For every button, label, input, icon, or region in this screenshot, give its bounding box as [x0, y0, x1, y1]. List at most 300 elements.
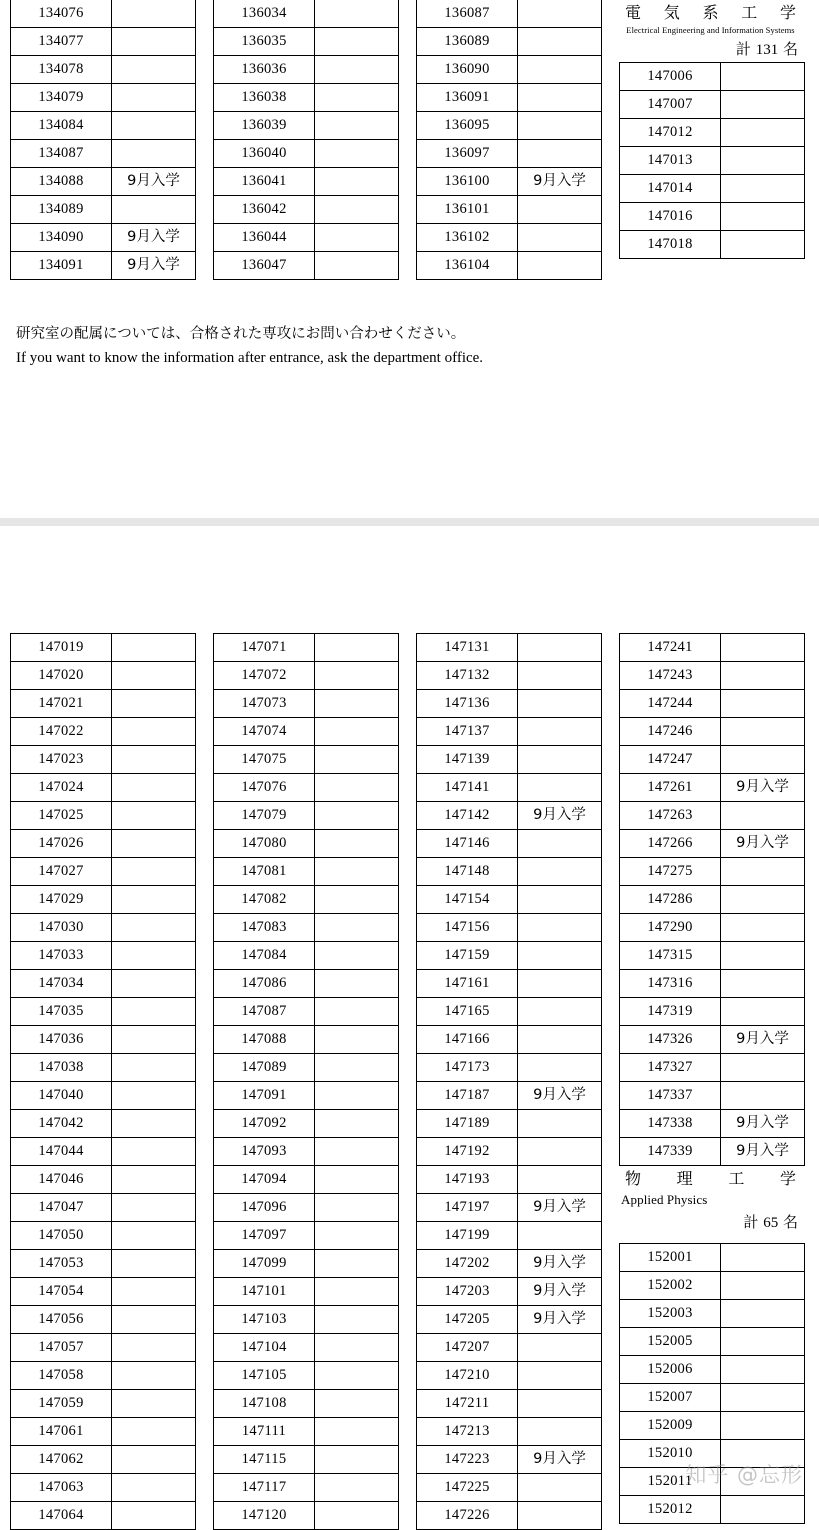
- table-row: [620, 942, 805, 970]
- enrollment-note-cell: 9月入学: [721, 1138, 805, 1166]
- table-row: [11, 914, 196, 942]
- page-two-column-1: [0, 633, 203, 1530]
- table-body: [620, 63, 805, 259]
- enrollment-note-cell: [112, 1026, 196, 1054]
- table-row: [11, 1138, 196, 1166]
- count-value: 65: [763, 1215, 779, 1231]
- department-name-char: 理: [676, 1169, 693, 1188]
- table-row: [417, 84, 602, 112]
- applicant-number-cell: 147131: [417, 634, 518, 662]
- applicant-number-cell: 147319: [620, 998, 721, 1026]
- enrollment-note-cell: [518, 886, 602, 914]
- page-two-column-4: [609, 633, 812, 1530]
- department-name-ja: [619, 0, 802, 24]
- applicant-number-cell: 147210: [417, 1362, 518, 1390]
- enrollment-note-cell: [518, 942, 602, 970]
- enrollment-note-cell: [315, 1054, 399, 1082]
- applicant-table: [416, 0, 602, 280]
- applicant-number-cell: 147012: [620, 119, 721, 147]
- department-name-char: 学: [779, 3, 796, 22]
- enrollment-note-cell: [518, 858, 602, 886]
- table-body: [214, 634, 399, 1530]
- applicant-number-cell: 134079: [11, 84, 112, 112]
- applicant-number-cell: 147275: [620, 858, 721, 886]
- enrollment-note-cell: [112, 858, 196, 886]
- enrollment-note-cell: 9月入学: [518, 1082, 602, 1110]
- applicant-number-cell: 147092: [214, 1110, 315, 1138]
- enrollment-note-cell: [721, 1356, 805, 1384]
- enrollment-note-cell: [518, 690, 602, 718]
- applicant-number-cell: 134076: [11, 0, 112, 28]
- applicant-number-cell: 134077: [11, 28, 112, 56]
- department-name-en: Electrical Engineering and Information Systems: [626, 25, 795, 35]
- applicant-table: [10, 633, 196, 1530]
- table-row: [620, 998, 805, 1026]
- enrollment-note-cell: [315, 746, 399, 774]
- enrollment-note-cell: [112, 112, 196, 140]
- enrollment-note-cell: [721, 970, 805, 998]
- enrollment-note-cell: [721, 690, 805, 718]
- department-name-char: 工: [741, 3, 758, 22]
- enrollment-note-cell: [315, 1502, 399, 1530]
- table-row: [214, 168, 399, 196]
- enrollment-note-cell: [315, 1194, 399, 1222]
- table-row: [620, 802, 805, 830]
- enrollment-note-cell: [315, 56, 399, 84]
- table-row: [214, 252, 399, 280]
- table-row: [11, 718, 196, 746]
- enrollment-note-cell: [315, 970, 399, 998]
- enrollment-note-cell: [518, 84, 602, 112]
- enrollment-note-cell: [721, 91, 805, 119]
- applicant-number-cell: 147006: [620, 63, 721, 91]
- applicant-number-cell: 152010: [620, 1440, 721, 1468]
- applicant-number-cell: 136091: [417, 84, 518, 112]
- table-row: [417, 914, 602, 942]
- applicant-number-cell: 147023: [11, 746, 112, 774]
- enrollment-note-cell: [112, 746, 196, 774]
- applicant-number-cell: 147193: [417, 1166, 518, 1194]
- applicant-number-cell: 147117: [214, 1474, 315, 1502]
- enrollment-note-cell: [518, 1110, 602, 1138]
- table-row: [11, 112, 196, 140]
- applicant-number-cell: 147057: [11, 1334, 112, 1362]
- table-row: [417, 1334, 602, 1362]
- applicant-number-cell: 147079: [214, 802, 315, 830]
- applicant-number-cell: 147148: [417, 858, 518, 886]
- applicant-number-cell: 136095: [417, 112, 518, 140]
- table-row: [417, 1082, 602, 1110]
- applicant-number-cell: 147173: [417, 1054, 518, 1082]
- table-row: [417, 662, 602, 690]
- enrollment-note-cell: [518, 1362, 602, 1390]
- enrollment-note-cell: [112, 634, 196, 662]
- table-row: [11, 690, 196, 718]
- enrollment-note-cell: [315, 690, 399, 718]
- table-row: [214, 886, 399, 914]
- applicant-number-cell: 147089: [214, 1054, 315, 1082]
- applicant-number-cell: 136036: [214, 56, 315, 84]
- table-row: [11, 84, 196, 112]
- applicant-number-cell: 147115: [214, 1446, 315, 1474]
- applicant-number-cell: 147203: [417, 1278, 518, 1306]
- table-row: [214, 634, 399, 662]
- table-row: [417, 1222, 602, 1250]
- enrollment-note-cell: [315, 1390, 399, 1418]
- enrollment-note-cell: [315, 84, 399, 112]
- table-row: [214, 0, 399, 28]
- enrollment-note-cell: [315, 1166, 399, 1194]
- department-name-en: Applied Physics: [621, 1192, 708, 1207]
- applicant-number-cell: 147058: [11, 1362, 112, 1390]
- enrollment-note-cell: [721, 886, 805, 914]
- applicant-number-cell: 147339: [620, 1138, 721, 1166]
- applicant-number-cell: 147156: [417, 914, 518, 942]
- applicant-number-cell: 147050: [11, 1222, 112, 1250]
- applicant-number-cell: 134084: [11, 112, 112, 140]
- table-row: [620, 63, 805, 91]
- enrollment-note-cell: [518, 970, 602, 998]
- applicant-number-cell: 147040: [11, 1082, 112, 1110]
- applicant-table: [10, 0, 196, 280]
- table-row: [620, 1138, 805, 1166]
- applicant-number-cell: 147093: [214, 1138, 315, 1166]
- applicant-number-cell: 147290: [620, 914, 721, 942]
- applicant-number-cell: 147053: [11, 1250, 112, 1278]
- table-row: [417, 28, 602, 56]
- enrollment-note-cell: [721, 175, 805, 203]
- enrollment-note-cell: [112, 1054, 196, 1082]
- enrollment-note-cell: [315, 112, 399, 140]
- table-row: [11, 1362, 196, 1390]
- enrollment-note-cell: [112, 718, 196, 746]
- applicant-number-cell: 147099: [214, 1250, 315, 1278]
- applicant-number-cell: 147136: [417, 690, 518, 718]
- enrollment-note-cell: 9月入学: [112, 224, 196, 252]
- applicant-number-cell: 147101: [214, 1278, 315, 1306]
- enrollment-note-cell: [518, 830, 602, 858]
- applicant-number-cell: 147044: [11, 1138, 112, 1166]
- enrollment-note-cell: [721, 1440, 805, 1468]
- table-row: [11, 1110, 196, 1138]
- applicant-number-cell: 147027: [11, 858, 112, 886]
- enrollment-note-cell: [315, 1138, 399, 1166]
- applicant-number-cell: 147064: [11, 1502, 112, 1530]
- enrollment-note-cell: [315, 858, 399, 886]
- enrollment-note-cell: 9月入学: [112, 252, 196, 280]
- applicant-number-cell: 147197: [417, 1194, 518, 1222]
- table-row: [620, 1496, 805, 1524]
- table-row: [620, 634, 805, 662]
- table-row: [620, 774, 805, 802]
- table-row: [11, 28, 196, 56]
- table-row: [214, 224, 399, 252]
- applicant-number-cell: 147142: [417, 802, 518, 830]
- enrollment-note-cell: [315, 1474, 399, 1502]
- enrollment-note-cell: [518, 140, 602, 168]
- enrollment-note-cell: [112, 1110, 196, 1138]
- enrollment-note-cell: [518, 774, 602, 802]
- applicant-number-cell: 147316: [620, 970, 721, 998]
- applicant-number-cell: 147091: [214, 1082, 315, 1110]
- table-row: [620, 1300, 805, 1328]
- enrollment-note-cell: 9月入学: [721, 774, 805, 802]
- applicant-number-cell: 147046: [11, 1166, 112, 1194]
- enrollment-note-cell: [518, 718, 602, 746]
- table-row: [11, 1474, 196, 1502]
- enrollment-note-cell: [721, 1496, 805, 1524]
- enrollment-note-cell: [112, 1474, 196, 1502]
- table-row: [417, 942, 602, 970]
- table-row: [11, 662, 196, 690]
- enrollment-note-cell: [112, 830, 196, 858]
- table-row: [214, 1138, 399, 1166]
- enrollment-note-cell: [721, 858, 805, 886]
- enrollment-note-cell: [112, 942, 196, 970]
- enrollment-note-cell: [112, 1502, 196, 1530]
- table-row: [417, 718, 602, 746]
- applicant-number-cell: 152007: [620, 1384, 721, 1412]
- applicant-number-cell: 136039: [214, 112, 315, 140]
- table-row: [214, 802, 399, 830]
- table-row: [11, 140, 196, 168]
- table-row: [214, 28, 399, 56]
- table-row: [417, 1474, 602, 1502]
- applicant-number-cell: 147074: [214, 718, 315, 746]
- applicant-number-cell: 147061: [11, 1418, 112, 1446]
- table-row: [417, 1166, 602, 1194]
- table-row: [620, 1054, 805, 1082]
- applicant-table: [213, 633, 399, 1530]
- enrollment-note-cell: [112, 1390, 196, 1418]
- enrollment-note-cell: [315, 1250, 399, 1278]
- enrollment-note-cell: [112, 998, 196, 1026]
- applicant-number-cell: 147072: [214, 662, 315, 690]
- table-row: [214, 1194, 399, 1222]
- applicant-number-cell: 147192: [417, 1138, 518, 1166]
- table-row: [11, 746, 196, 774]
- table-row: [214, 1362, 399, 1390]
- applicant-number-cell: 147036: [11, 1026, 112, 1054]
- applicant-number-cell: 147035: [11, 998, 112, 1026]
- applicant-number-cell: 136104: [417, 252, 518, 280]
- applicant-number-cell: 147166: [417, 1026, 518, 1054]
- applicant-number-cell: 152001: [620, 1244, 721, 1272]
- applicant-number-cell: 147327: [620, 1054, 721, 1082]
- table-row: [620, 746, 805, 774]
- applicant-number-cell: 147026: [11, 830, 112, 858]
- page-one-column-1: [0, 0, 203, 280]
- department-total-count: [619, 1210, 802, 1235]
- applicant-number-cell: 136097: [417, 140, 518, 168]
- table-row: [417, 1418, 602, 1446]
- table-row: [11, 1082, 196, 1110]
- applicant-number-cell: 147246: [620, 718, 721, 746]
- table-row: [214, 914, 399, 942]
- applicant-number-cell: 147030: [11, 914, 112, 942]
- applicant-number-cell: 152011: [620, 1468, 721, 1496]
- enrollment-note-cell: [315, 886, 399, 914]
- applicant-number-cell: 147076: [214, 774, 315, 802]
- applicant-number-cell: 147082: [214, 886, 315, 914]
- enrollment-note-cell: [315, 998, 399, 1026]
- enrollment-note-cell: [721, 1412, 805, 1440]
- applicant-number-cell: 136090: [417, 56, 518, 84]
- applicant-number-cell: 147063: [11, 1474, 112, 1502]
- enrollment-note-cell: [112, 1334, 196, 1362]
- applicant-number-cell: 147081: [214, 858, 315, 886]
- footnote-english: If you want to know the information after entrance, ask the department office.: [16, 350, 484, 366]
- applicant-number-cell: 147261: [620, 774, 721, 802]
- enrollment-note-cell: 9月入学: [112, 168, 196, 196]
- table-row: [11, 1502, 196, 1530]
- applicant-number-cell: 147223: [417, 1446, 518, 1474]
- applicant-number-cell: 147047: [11, 1194, 112, 1222]
- enrollment-note-cell: [518, 1026, 602, 1054]
- enrollment-note-cell: [315, 0, 399, 28]
- applicant-number-cell: 147141: [417, 774, 518, 802]
- applicant-number-cell: 147315: [620, 942, 721, 970]
- applicant-number-cell: 134090: [11, 224, 112, 252]
- table-row: [11, 998, 196, 1026]
- table-row: [417, 690, 602, 718]
- table-row: [620, 914, 805, 942]
- heading-spacer: [619, 1235, 802, 1243]
- applicant-number-cell: 147105: [214, 1362, 315, 1390]
- enrollment-note-cell: [721, 634, 805, 662]
- enrollment-note-cell: [518, 224, 602, 252]
- table-row: [620, 1110, 805, 1138]
- enrollment-note-cell: [112, 56, 196, 84]
- enrollment-note-cell: [721, 1468, 805, 1496]
- enrollment-note-cell: [518, 998, 602, 1026]
- enrollment-note-cell: [315, 140, 399, 168]
- department-total-count: [619, 37, 802, 62]
- table-row: [620, 970, 805, 998]
- table-body: [214, 0, 399, 280]
- table-row: [417, 252, 602, 280]
- table-row: [417, 998, 602, 1026]
- applicant-number-cell: 147286: [620, 886, 721, 914]
- applicant-number-cell: 147199: [417, 1222, 518, 1250]
- applicant-number-cell: 147059: [11, 1390, 112, 1418]
- enrollment-note-cell: [315, 634, 399, 662]
- department-name-char: 工: [728, 1169, 745, 1188]
- table-row: [11, 1222, 196, 1250]
- enrollment-note-cell: [518, 746, 602, 774]
- applicant-number-cell: 136087: [417, 0, 518, 28]
- applicant-number-cell: 147021: [11, 690, 112, 718]
- applicant-number-cell: 147013: [620, 147, 721, 175]
- table-row: [417, 1502, 602, 1530]
- table-row: [417, 168, 602, 196]
- applicant-number-cell: 152009: [620, 1412, 721, 1440]
- applicant-number-cell: 134087: [11, 140, 112, 168]
- applicant-number-cell: 147080: [214, 830, 315, 858]
- enrollment-note-cell: [518, 1474, 602, 1502]
- enrollment-note-cell: [315, 662, 399, 690]
- applicant-number-cell: 147146: [417, 830, 518, 858]
- applicant-number-cell: 147014: [620, 175, 721, 203]
- table-body: [417, 0, 602, 280]
- enrollment-note-cell: [518, 1334, 602, 1362]
- enrollment-note-cell: [112, 1082, 196, 1110]
- table-row: [214, 140, 399, 168]
- table-row: [214, 1446, 399, 1474]
- enrollment-note-cell: [315, 830, 399, 858]
- enrollment-note-cell: [518, 634, 602, 662]
- table-row: [11, 1390, 196, 1418]
- enrollment-note-cell: [315, 1446, 399, 1474]
- table-row: [214, 690, 399, 718]
- table-row: [11, 168, 196, 196]
- enrollment-note-cell: [721, 119, 805, 147]
- applicant-number-cell: 136042: [214, 196, 315, 224]
- applicant-number-cell: 147266: [620, 830, 721, 858]
- table-row: [214, 1278, 399, 1306]
- enrollment-note-cell: [112, 1362, 196, 1390]
- enrollment-note-cell: [721, 1054, 805, 1082]
- table-row: [214, 942, 399, 970]
- table-row: [11, 1446, 196, 1474]
- table-row: [417, 746, 602, 774]
- applicant-table: [213, 0, 399, 280]
- table-body: [11, 0, 196, 280]
- applicant-number-cell: 136038: [214, 84, 315, 112]
- table-row: [417, 1278, 602, 1306]
- enrollment-note-cell: [112, 1418, 196, 1446]
- applicant-number-cell: 147034: [11, 970, 112, 998]
- table-row: [214, 1054, 399, 1082]
- table-row: [620, 1468, 805, 1496]
- enrollment-note-cell: [112, 1194, 196, 1222]
- table-row: [417, 802, 602, 830]
- table-row: [620, 203, 805, 231]
- enrollment-note-cell: [315, 1082, 399, 1110]
- table-row: [214, 1390, 399, 1418]
- table-row: [214, 1166, 399, 1194]
- enrollment-note-cell: [721, 1244, 805, 1272]
- table-row: [620, 1272, 805, 1300]
- table-row: [11, 830, 196, 858]
- enrollment-note-cell: [315, 942, 399, 970]
- table-row: [417, 1362, 602, 1390]
- table-row: [417, 830, 602, 858]
- enrollment-note-cell: [721, 662, 805, 690]
- table-row: [620, 662, 805, 690]
- applicant-number-cell: 147084: [214, 942, 315, 970]
- table-row: [620, 231, 805, 259]
- applicant-number-cell: 147007: [620, 91, 721, 119]
- table-row: [214, 662, 399, 690]
- enrollment-note-cell: [315, 1222, 399, 1250]
- applicant-number-cell: 152012: [620, 1496, 721, 1524]
- enrollment-note-cell: [518, 252, 602, 280]
- enrollment-note-cell: [721, 147, 805, 175]
- table-row: [417, 196, 602, 224]
- enrollment-note-cell: [315, 774, 399, 802]
- table-row: [11, 0, 196, 28]
- enrollment-note-cell: [518, 662, 602, 690]
- enrollment-note-cell: [721, 203, 805, 231]
- applicant-number-cell: 147104: [214, 1334, 315, 1362]
- table-row: [417, 1390, 602, 1418]
- applicant-number-cell: 152002: [620, 1272, 721, 1300]
- count-label: 計: [735, 40, 751, 58]
- enrollment-note-cell: [721, 718, 805, 746]
- table-row: [11, 634, 196, 662]
- table-row: [214, 196, 399, 224]
